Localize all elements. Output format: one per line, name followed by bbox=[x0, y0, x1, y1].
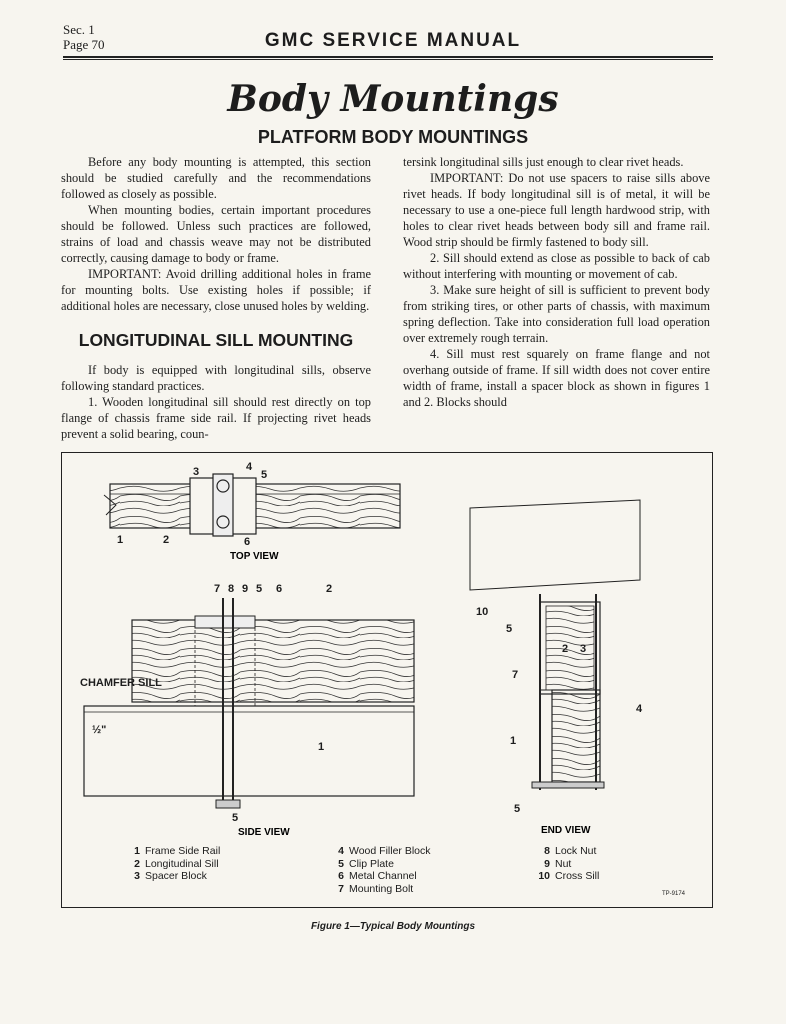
page-title: Body Mountings bbox=[227, 78, 559, 120]
paragraph: tersink longitudinal sills just enough to clear rivet heads. bbox=[403, 155, 684, 169]
figure-caption: Figure 1—Typical Body Mountings bbox=[310, 921, 476, 932]
legend-item: 6 Metal Channel bbox=[338, 870, 417, 882]
legend-item: 2 Longitudinal Sill bbox=[134, 857, 219, 870]
callout-8: 8 bbox=[228, 583, 235, 595]
legend-item: 10 Cross Sill bbox=[538, 870, 600, 882]
end-view-drawing bbox=[470, 500, 640, 790]
callout-9: 9 bbox=[242, 583, 249, 595]
top-view-drawing bbox=[104, 474, 400, 536]
callout-3: 3 bbox=[193, 466, 200, 478]
top-view-label: TOP VIEW bbox=[230, 551, 279, 562]
legend-item: 3 Spacer Block bbox=[134, 870, 207, 882]
paragraph: 4. Sill must rest squarely on frame flange and not overhang outside of frame. If sill width does not cover entire width of frame, install a spacer block as shown in figures 1 and 2. Blocks should bbox=[403, 347, 710, 409]
callout-5-end: 5 bbox=[506, 623, 513, 635]
legend-col-2 bbox=[332, 845, 431, 895]
callout-10-end: 10 bbox=[476, 606, 489, 618]
paragraph: Before any body mounting is attempted, this section should be studied carefully and the recommendations followed as closely as possible. bbox=[61, 155, 371, 201]
callout-7-end: 7 bbox=[512, 669, 519, 681]
paragraph: 3. Make sure height of sill is sufficient to prevent body from striking tires, or other parts of chassis, with maximum spring deflection. Take into consideration full load operation over extremely rough terrain. bbox=[403, 283, 710, 345]
callout-5-bottom: 5 bbox=[232, 812, 239, 824]
legend-item: 9 Nut bbox=[544, 857, 572, 870]
section-heading: PLATFORM BODY MOUNTINGS bbox=[257, 127, 529, 147]
side-view-label: SIDE VIEW bbox=[238, 827, 290, 838]
callout-4-end: 4 bbox=[636, 703, 643, 715]
legend-item: 7 Mounting Bolt bbox=[338, 882, 414, 895]
callout-1-side: 1 bbox=[318, 741, 325, 753]
chamfer-label: CHAMFER SILL bbox=[80, 677, 162, 689]
side-view-drawing bbox=[84, 598, 414, 808]
callout-3-end: 3 bbox=[580, 643, 587, 655]
paragraph: If body is equipped with longitudinal sills, observe following standard practices. bbox=[61, 363, 371, 393]
callout-6: 6 bbox=[244, 536, 251, 548]
dimension-label: ½" bbox=[92, 724, 107, 736]
legend-item: 1 Frame Side Rail bbox=[134, 845, 221, 857]
page-number: Page 70 bbox=[63, 37, 105, 52]
callout-1-end: 1 bbox=[510, 735, 517, 747]
callout-6-side: 6 bbox=[276, 583, 283, 595]
callout-5: 5 bbox=[261, 469, 268, 481]
callout-5-side: 5 bbox=[256, 583, 263, 595]
callout-2: 2 bbox=[163, 534, 170, 546]
callout-1: 1 bbox=[117, 534, 124, 546]
legend-item: 4 Wood Filler Block bbox=[338, 845, 431, 857]
paragraph: 1. Wooden longitudinal sill should rest directly on top flange of chassis frame side rail. If projecting rivet heads prevent a solid bearing, coun- bbox=[61, 395, 371, 441]
callout-4: 4 bbox=[246, 461, 253, 473]
end-view-label: END VIEW bbox=[541, 825, 591, 836]
callout-5-end-bottom: 5 bbox=[514, 803, 521, 815]
manual-title: GMC SERVICE MANUAL bbox=[264, 30, 522, 51]
figure-number: TP-9174 bbox=[662, 891, 686, 897]
subheading: LONGITUDINAL SILL MOUNTING bbox=[78, 330, 354, 350]
callout-2-side: 2 bbox=[326, 583, 333, 595]
section-number: Sec. 1 bbox=[63, 22, 95, 37]
callout-7: 7 bbox=[214, 583, 221, 595]
legend-col-3 bbox=[538, 845, 599, 883]
legend-col-1 bbox=[128, 845, 220, 883]
paragraph: IMPORTANT: Do not use spacers to raise sills above rivet heads. If body longitudinal sill is of metal, it will be necessary to use a one-piece full length hardwood strip, with holes to clear rivet heads between body sill and frame rail. Wood strip should be firmly fastened to body sill. bbox=[403, 171, 710, 249]
paragraph: 2. Sill should extend as close as possible to back of cab without interfering with mounting or movement of cab. bbox=[403, 251, 710, 281]
paragraph: When mounting bodies, certain important procedures should be followed. Unless such practices are followed, strains of load and chassis weave may not be distributed correctly, causing damage to body or frame. bbox=[61, 203, 371, 265]
legend-item: 8 Lock Nut bbox=[544, 845, 597, 857]
callout-2-end: 2 bbox=[562, 643, 569, 655]
paragraph: IMPORTANT: Avoid drilling additional holes in frame for mounting bolts. Use existing holes if possible; if additional holes are necessary, close unused holes by welding. bbox=[61, 267, 371, 313]
legend-item: 5 Clip Plate bbox=[338, 857, 394, 870]
